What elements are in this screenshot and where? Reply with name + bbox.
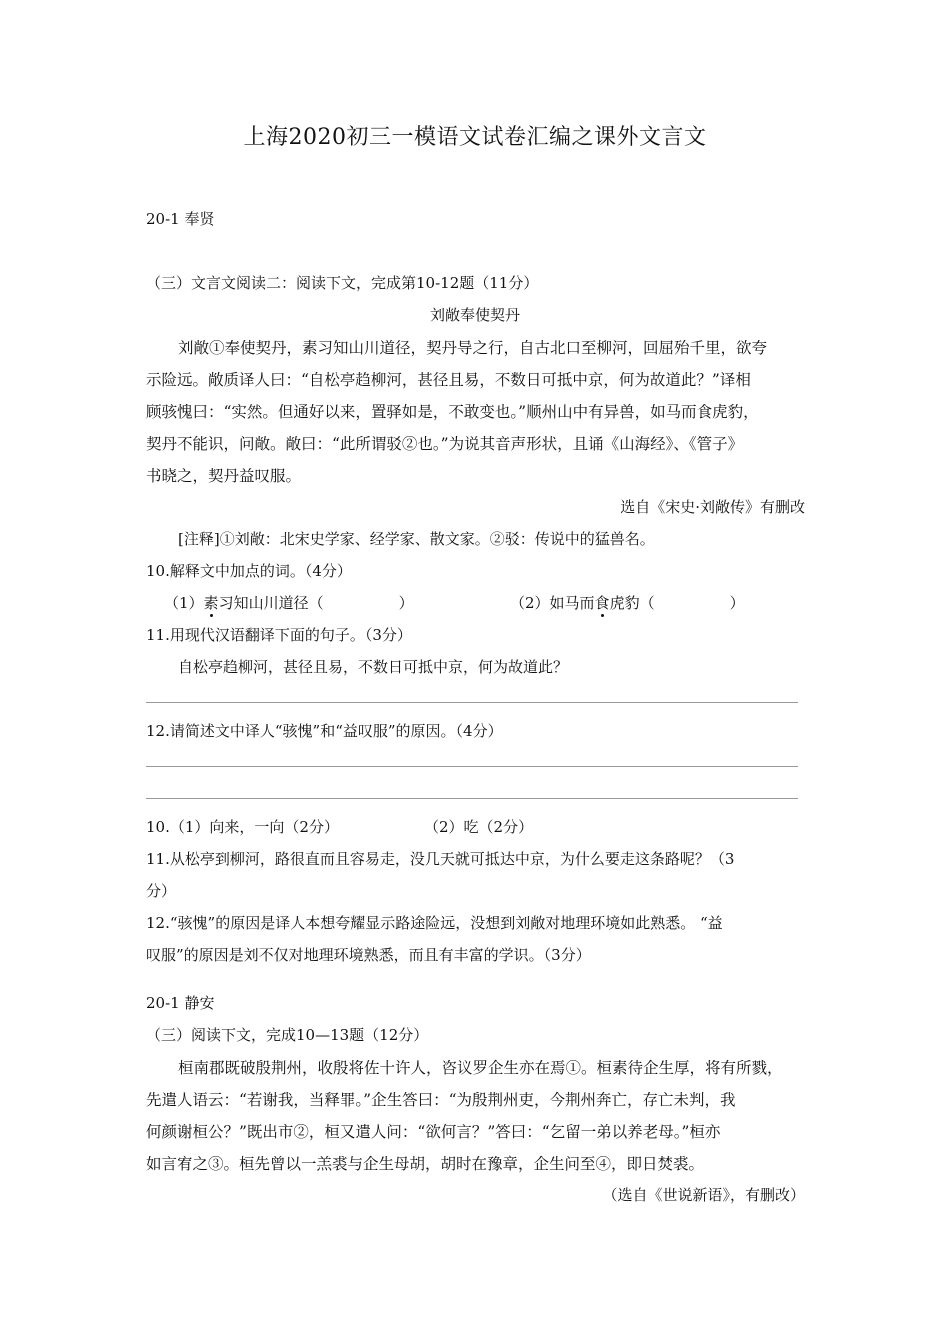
answer-12-cont: 叹服”的原因是刘不仅对地理环境熟悉，而且有丰富的学识。（3分） [146,946,591,964]
passage-line: 刘敞①奉使契丹，素习知山川道径，契丹导之行，自古北口至柳河，回屈殆千里，欲夸 [178,339,768,357]
passage-line: 桓南郡既破殷荆州，收殷将佐十许人，咨议罗企生亦在焉①。桓素待企生厚，将有所戮， [178,1059,783,1077]
question-11-sentence: 自松亭趋柳河，甚径且易，不数日可抵中京，何为故道此？ [178,658,569,676]
q10-1-prefix: （1） [164,594,204,612]
passage-line: 顾骇愧曰：“实然。但通好以来，置驿如是，不敢变也。”顺州山中有异兽，如马而食虎豹， [146,403,759,421]
answer-line [146,798,798,799]
answer-10-1: 10.（1）向来，一向（2分） [146,818,339,836]
passage-source: 选自《宋史·刘敞传》有删改 [620,498,805,516]
answer-12: 12.“骇愧”的原因是译人本想夸耀显示路途险远，没想到刘敞对地理环境如此熟悉。 “益 [146,914,723,932]
question-10-1 [164,592,414,613]
answer-line [146,702,798,703]
question-11: 11.用现代汉语翻译下面的句子。（3分） [146,626,412,644]
section-instruction: （三）文言文阅读二：阅读下文，完成第10-12题（11分） [146,274,539,292]
passage-source: （选自《世说新语》，有删改） [602,1186,805,1204]
q10-2-suffix: 虎豹（ ） [609,594,745,612]
section-heading-jingan: 20-1 静安 [146,994,215,1012]
question-10-2 [510,592,745,613]
question-12: 12.请简述文中译人“骇愧”和“益叹服”的原因。（4分） [146,722,503,740]
passage-line: 书晓之，契丹益叹服。 [146,467,302,485]
answer-11-cont: 分） [146,882,177,900]
passage-line: 契丹不能识，问敞。敞曰：“此所谓驳②也。”为说其音声形状，且诵《山海经》、《管子》 [146,435,744,453]
annotation-note: [注释]①刘敞：北宋史学家、经学家、散文家。②驳：传说中的猛兽名。 [178,530,655,548]
passage-line: 先遣人语云：“若谢我，当释罪。”企生答曰：“为殷荆州吏，今荆州奔亡，存亡未判，我 [146,1091,736,1109]
q10-1-suffix: 习知山川道径（ ） [218,594,414,612]
section-heading-fengxian: 20-1 奉贤 [146,210,215,228]
passage-title: 刘敞奉使契丹 [429,306,520,324]
answer-10-2: （2）吃（2分） [424,818,534,836]
question-10: 10.解释文中加点的词。（4分） [146,562,352,580]
passage-line: 何颜谢桓公？”既出市②，桓又遣人问：“欲何言？”答曰：“乞留一弟以养老母。”桓亦 [146,1123,721,1141]
dotted-word: 食 [594,594,610,612]
dotted-word: 素 [203,594,219,612]
page-title: 上海2020初三一模语文试卷汇编之课外文言文 [243,125,707,150]
answer-line [146,766,798,767]
passage-line: 示险远。敞质译人曰：“自松亭趋柳河，甚径且易，不数日可抵中京，何为故道此？”译相 [146,371,751,389]
passage-line: 如言宥之③。桓先曾以一羔裘与企生母胡，胡时在豫章，企生问至④，即日焚裘。 [146,1155,705,1173]
q10-2-prefix: （2）如马而 [510,594,595,612]
answer-11: 11.从松亭到柳河，路很直而且容易走，没几天就可抵达中京，为什么要走这条路呢？（3 [146,850,735,868]
section-instruction: （三）阅读下文，完成10—13题（12分） [146,1026,429,1044]
